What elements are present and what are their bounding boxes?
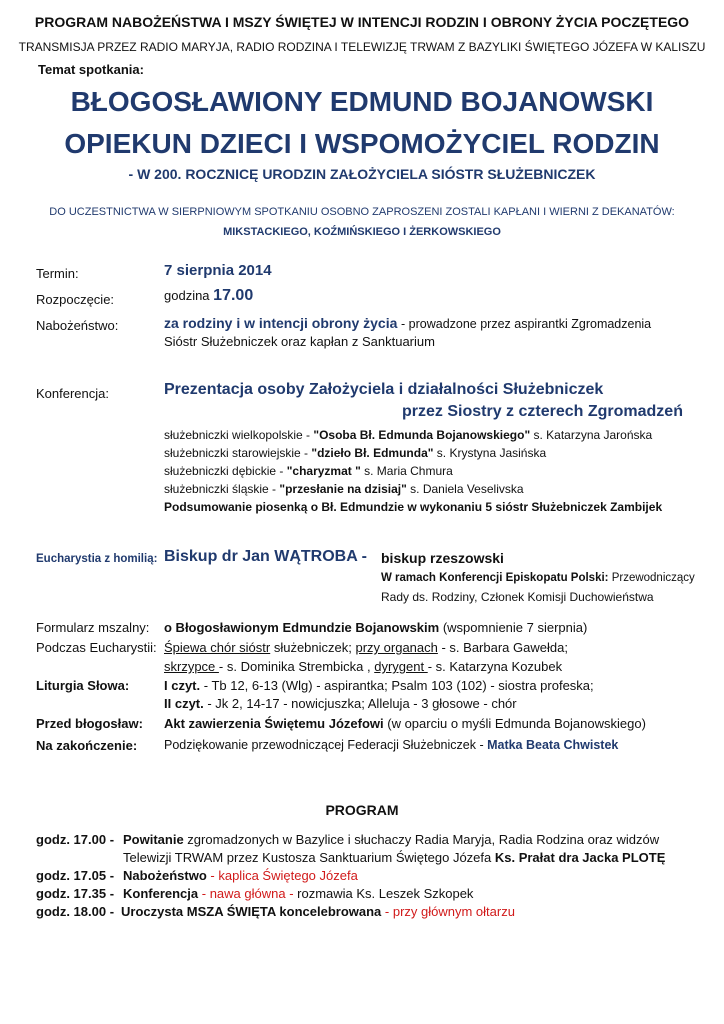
document-title: PROGRAM NABOŻEŃSTWA I MSZY ŚWIĘTEJ W INTENCJI RODZIN I OBRONY ŻYCIA POCZĘTEGO [34, 14, 690, 30]
end-name: Matka Beata Chwistek [487, 738, 619, 752]
organ-rest: - s. Barbara Gawełda; [437, 640, 568, 655]
reading-1 [164, 678, 594, 693]
program-row-4-title: Uroczysta MSZA ŚWIĘTA koncelebrowana [121, 904, 382, 919]
item-prefix: służebniczki wielkopolskie - [164, 428, 314, 442]
end-text: Podziękowanie przewodniczącej Federacji Służebniczek - [164, 738, 488, 752]
bishop-name: Biskup dr Jan WĄTROBA - [164, 548, 367, 565]
podczas-line-1 [164, 640, 568, 655]
reading-1-text: - Tb 12, 6-13 (Wlg) - aspirantka; Psalm 103 (102) - siostra profeska; [200, 678, 594, 693]
conference-item [164, 464, 453, 478]
reading-1-label: I czyt. [164, 678, 201, 693]
podczas-line-2 [164, 659, 562, 674]
program-row-4 [121, 904, 515, 919]
item-speaker: s. Katarzyna Jarońska [530, 428, 653, 442]
headline-line-2: OPIEKUN DZIECI I WSPOMOŻYCIEL RODZIN [64, 128, 660, 159]
formularz-title: o Błogosławionym Edmundzie Bojanowskim [164, 620, 440, 635]
conference-title-1: Prezentacja osoby Założyciela i działalności Służebniczek [164, 381, 604, 398]
program-row-2-place: - kaplica Świętego Józefa [206, 868, 358, 883]
conference-title-2: przez Siostry z czterech Zgromadzeń [402, 403, 683, 420]
program-row-1-text-2: Telewizji TRWAM przez Kustosza Sanktuarium Świętego Józefa [123, 850, 495, 865]
program-time-4: godz. 18.00 - [36, 904, 115, 919]
start-value [164, 287, 253, 305]
program-row-4-place: - przy głównym ołtarzu [381, 904, 515, 919]
blessing-note: (w oparciu o myśli Edmunda Bojanowskiego) [383, 716, 646, 731]
item-speaker: s. Maria Chmura [360, 464, 453, 478]
program-row-3 [123, 886, 473, 901]
program-time-3: godz. 17.35 - [36, 886, 115, 901]
item-topic: "przesłanie na dzisiaj" [279, 482, 407, 496]
program-row-1-title: Powitanie [123, 832, 184, 847]
podczas-label: Podczas Eucharystii: [36, 640, 157, 655]
end-label: Na zakończenie: [36, 738, 138, 753]
service-value [164, 315, 651, 331]
conductor-rest: - s. Katarzyna Kozubek [427, 659, 563, 674]
reading-2 [164, 696, 517, 711]
formularz-label: Formularz mszalny: [36, 620, 150, 635]
choir-label: Śpiewa chór sióstr [164, 640, 271, 655]
item-topic: "Osoba Bł. Edmunda Bojanowskiego" [313, 428, 531, 442]
item-prefix: służebniczki śląskie - [164, 482, 280, 496]
program-row-1-name: Ks. Prałat dra Jacka PLOTĘ [494, 850, 666, 865]
service-description: - prowadzone przez aspirantki Zgromadzenia [401, 317, 652, 331]
program-row-1 [123, 832, 659, 847]
item-speaker: s. Krystyna Jasińska [433, 446, 547, 460]
organ-label: przy organach [355, 640, 438, 655]
headline-line-1: BŁOGOSŁAWIONY EDMUND BOJANOWSKI [70, 86, 654, 117]
conference-item [164, 428, 652, 442]
start-time: 17.00 [213, 287, 254, 304]
bishop-role: biskup rzeszowski [381, 550, 504, 566]
conference-label: Konferencja: [36, 386, 109, 401]
headline-subline: - W 200. ROCZNICĘ URODZIN ZAŁOŻYCIELA SIÓSTR SŁUŻEBNICZEK [128, 166, 596, 182]
blessing-value [164, 716, 646, 731]
kep-line-2: Rady ds. Rodziny, Członek Komisji Duchowieństwa [381, 590, 654, 604]
termin-value: 7 sierpnia 2014 [164, 262, 272, 279]
program-row-1-text: zgromadzonych w Bazylice i słuchaczy Radia Maryja, Radia Rodzina oraz widzów [183, 832, 660, 847]
conference-item [164, 482, 524, 496]
transmission-note: TRANSMISJA PRZEZ RADIO MARYJA, RADIO RODZINA I TELEWIZJĘ TRWAM Z BAZYLIKI ŚWIĘTEGO JÓZEFA W KALISZU [18, 40, 706, 54]
program-row-1b [123, 850, 665, 865]
kep-label: W ramach Konferencji Episkopatu Polski: [381, 572, 609, 584]
reading-2-label: II czyt. [164, 696, 204, 711]
program-time-2: godz. 17.05 - [36, 868, 115, 883]
conference-item [164, 446, 546, 460]
program-time-1: godz. 17.00 - [36, 832, 115, 847]
program-row-2-title: Nabożeństwo [123, 868, 207, 883]
formularz-value [164, 620, 587, 635]
program-row-3-title: Konferencja [123, 886, 199, 901]
start-prefix: godzina [164, 288, 210, 303]
program-row-2 [123, 868, 358, 883]
item-speaker: s. Daniela Veselivska [406, 482, 524, 496]
item-topic: "charyzmat " [286, 464, 361, 478]
blessing-act: Akt zawierzenia Świętemu Józefowi [164, 716, 384, 731]
start-label: Rozpoczęcie: [36, 292, 115, 307]
service-description-2: Sióstr Służebniczek oraz kapłan z Sanktuarium [164, 334, 435, 349]
kep-rest: Przewodniczący [608, 572, 695, 584]
conference-summary: Podsumowanie piosenką o Bł. Edmundzie w wykonaniu 5 sióstr Służebniczek Zambijek [164, 500, 663, 514]
choir-rest: służebniczek; [270, 640, 356, 655]
program-row-3-place: - nawa główna - [198, 886, 294, 901]
item-prefix: służebniczki starowiejskie - [164, 446, 312, 460]
service-label: Nabożeństwo: [36, 318, 119, 333]
termin-label: Termin: [36, 266, 79, 281]
conductor-label: dyrygent [374, 659, 428, 674]
invitation-line-2: MIKSTACKIEGO, KOŹMIŃSKIEGO I ŻERKOWSKIEGO [223, 226, 501, 238]
invitation-line-1: DO UCZESTNICTWA W SIERPNIOWYM SPOTKANIU OSOBNO ZAPROSZENI ZOSTALI KAPŁANI I WIERNI Z DEKANATÓW: [49, 206, 675, 218]
eucharist-label: Eucharystia z homilią: [36, 553, 158, 565]
program-title: PROGRAM [325, 802, 399, 818]
violin-rest: - s. Dominika Strembicka , [218, 659, 375, 674]
violin-label: skrzypce [164, 659, 219, 674]
kep-line [381, 572, 695, 584]
topic-label: Temat spotkania: [38, 62, 144, 77]
slowa-label: Liturgia Słowa: [36, 678, 130, 693]
formularz-note: (wspomnienie 7 sierpnia) [439, 620, 588, 635]
item-prefix: służebniczki dębickie - [164, 464, 287, 478]
item-topic: "dzieło Bł. Edmunda" [311, 446, 434, 460]
service-title: za rodziny i w intencji obrony życia [164, 315, 398, 331]
blessing-label: Przed błogosław: [36, 716, 143, 731]
reading-2-text: - Jk 2, 14-17 - nowicjuszka; Alleluja - 3 głosowe - chór [203, 696, 517, 711]
end-value [164, 738, 618, 752]
program-row-3-text: rozmawia Ks. Leszek Szkopek [293, 886, 474, 901]
